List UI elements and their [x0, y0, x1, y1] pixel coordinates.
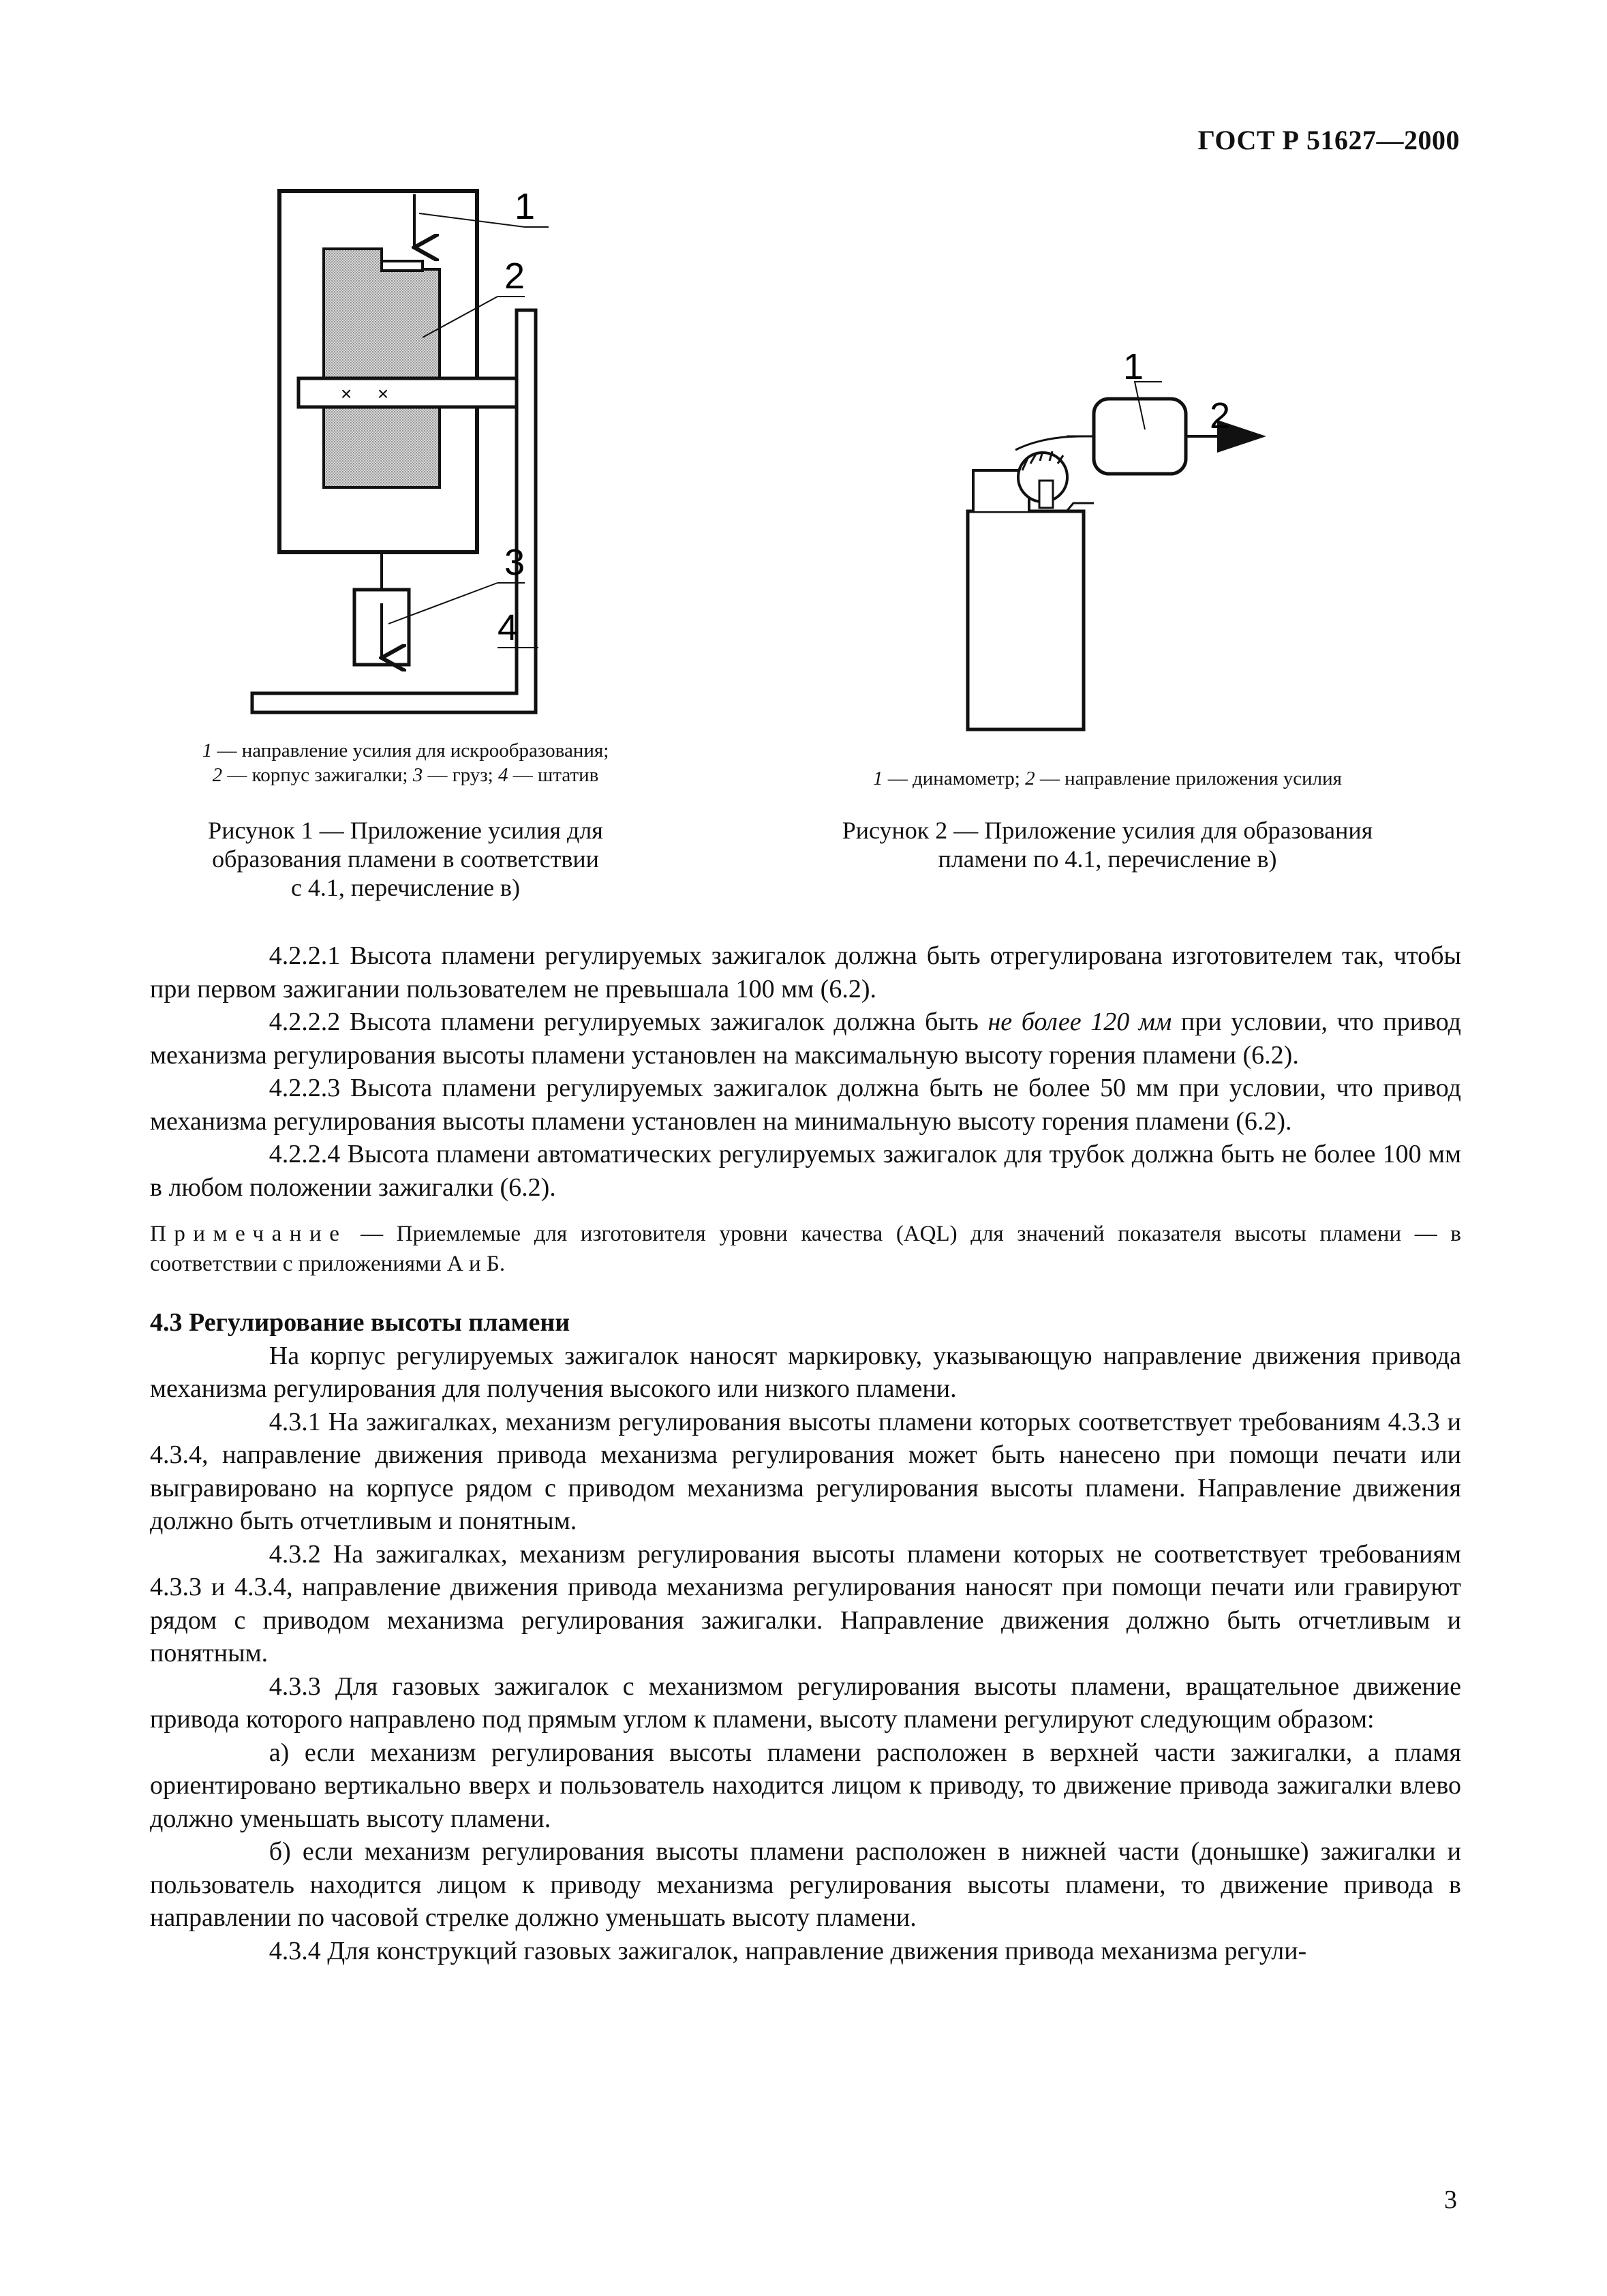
figure1-label-3: 3 [504, 542, 525, 583]
figure1-label-1: 1 [515, 186, 536, 227]
paragraph-4-2-2-3: 4.2.2.3 Высота пламени регулируемых зажигалок должна быть не более 50 мм при условии, что привод механизма регулирования высоты пламени установлен на минимальную высоту горения пламени (6.2). [150, 1074, 1461, 1136]
lighter-body [324, 249, 440, 487]
cross-mark: × [340, 383, 352, 404]
paragraph-4-2-2-2: 4.2.2.2 Высота пламени регулируемых зажигалок должна быть не более 120 мм при условии, что привод механизма регулирования высоты пламени установлен на максимальную высоту горения пламени (6.2). [150, 1008, 1461, 1070]
paragraph-4-3-1: 4.3.1 На зажигалках, механизм регулирования высоты пламени которых соответствует требованиям 4.3.3 и 4.3.4, направление движения привода механизма регулирования может быть нанесено при помощи печати или выгравировано на корпусе рядом с приводом механизма регулирования высоты пламени. Направление движения должно быть отчетливым и понятным. [150, 1407, 1461, 1535]
cross-mark: × [377, 383, 389, 404]
paragraph-4-3-3: 4.3.3 Для газовых зажигалок с механизмом регулирования высоты пламени, вращательное движение привода которого направлено под прямым углом к пламени, высоту пламени регулируют следующим образом: [150, 1672, 1461, 1734]
paragraph-4-3-3-b: б) если механизм регулирования высоты пламени расположен в нижней части (донышке) зажигалки и пользователь находится лицом к приводу механизма регулирования высоты пламени, то движение привода в направлении по часовой стрелке должно уменьшать высоту пламени. [150, 1837, 1461, 1932]
figure2-caption: Рисунок 2 — Приложение усилия для образования пламени по 4.1, перечисление в) [842, 817, 1373, 873]
paragraph-4-3-4: 4.3.4 Для конструкций газовых зажигалок, направление движения привода механизма регули- [269, 1936, 1307, 1965]
figure2-legend: 1 — динамометр; 2 — направление приложения усилия [873, 768, 1342, 789]
figure-1-diagram [225, 174, 607, 733]
paragraph-4-3-2: 4.3.2 На зажигалках, механизм регулирования высоты пламени которых не соответствует требованиям 4.3.3 и 4.3.4, направление движения привода механизма регулирования наносят при помощи печати или гравируют рядом с приводом механизма регулирования зажигалки. Направление движения должно быть отчетливым и понятным. [150, 1539, 1461, 1667]
section-heading-4-3: 4.3 Регулирование высоты пламени [150, 1308, 570, 1337]
dynamometer [1094, 399, 1186, 474]
figure1-label-2: 2 [504, 256, 525, 297]
figure-2-diagram [947, 341, 1302, 736]
figure1-legend: 1 — направление усилия для искрообразования; 2 — корпус зажигалки; 3 — груз; 4 — штатив [202, 740, 609, 786]
figure2-label-1: 1 [1123, 346, 1144, 387]
page-number: 3 [1444, 2186, 1457, 2214]
paragraph-4-2-2-1: 4.2.2.1 Высота пламени регулируемых зажигалок должна быть отрегулирована изготовителем так, чтобы при первом зажигании пользователем не превышала 100 мм (6.2). [150, 941, 1461, 1003]
note: Примечание — Приемлемые для изготовителя уровни качества (AQL) для значений показателя высоты пламени — в соответствии с приложениями А и Б. [150, 1222, 1461, 1276]
paragraph-4-2-2-4: 4.2.2.4 Высота пламени автоматических регулируемых зажигалок для трубок должна быть не более 100 мм в любом положении зажигалки (6.2). [150, 1140, 1461, 1202]
document-header: ГОСТ Р 51627—2000 [1197, 125, 1460, 155]
lighter-body [968, 511, 1084, 729]
lighter-button [382, 261, 423, 271]
body-text [150, 939, 1461, 1967]
paragraph-4-3: На корпус регулируемых зажигалок наносят маркировку, указывающую направление движения привода механизма регулирования для получения высокого или низкого пламени. [150, 1341, 1461, 1403]
figure1-label-4: 4 [498, 607, 519, 648]
figure2-label-2: 2 [1210, 395, 1231, 436]
paragraph-4-3-3-a: а) если механизм регулирования высоты пламени расположен в верхней части зажигалки, а пламя ориентировано вертикально вверх и пользователь находится лицом к приводу, то движение привода зажигалки влево должно уменьшать высоту пламени. [150, 1738, 1461, 1833]
figure1-caption: Рисунок 1 — Приложение усилия для образования пламени в соответствии с 4.1, перечисление в) [208, 817, 603, 901]
clamp-bar [299, 378, 517, 407]
